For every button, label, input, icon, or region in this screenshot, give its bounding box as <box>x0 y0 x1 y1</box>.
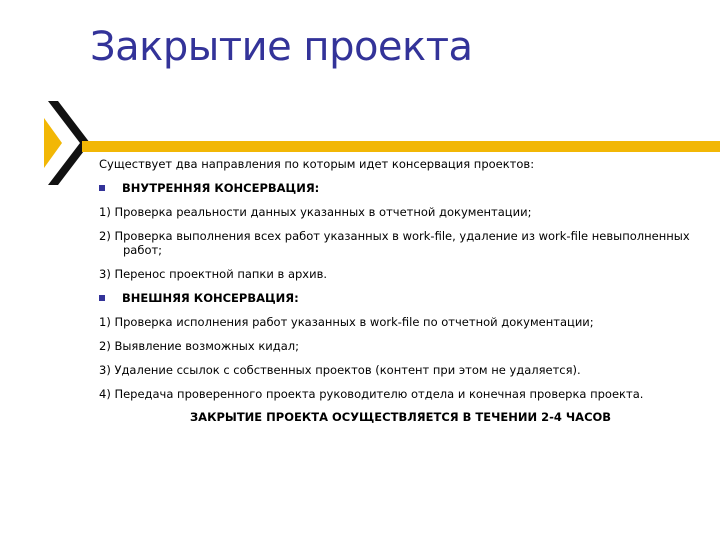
square-bullet-icon <box>99 295 105 301</box>
slide-body <box>99 156 699 401</box>
accent-rule <box>82 141 720 152</box>
list-item: 2) Выявление возможных кидал; <box>99 339 299 353</box>
section-heading-external <box>99 291 699 305</box>
list-item: 2) Проверка выполнения всех работ указанных в work-file, удаление из work-file невыполненных работ; <box>99 229 690 257</box>
section-heading-internal <box>99 181 699 195</box>
intro-text: Существует два направления по которым идет консервация проектов: <box>99 157 535 171</box>
slide-title: Закрытие проекта <box>90 24 473 70</box>
list-item: 1) Проверка исполнения работ указанных в work-file по отчетной документации; <box>99 315 594 329</box>
closing-statement: ЗАКРЫТИЕ ПРОЕКТА ОСУЩЕСТВЛЯЕТСЯ В ТЕЧЕНИИ 2-4 ЧАСОВ <box>190 410 612 424</box>
section-heading-label: ВНЕШНЯЯ КОНСЕРВАЦИЯ: <box>122 291 299 305</box>
list-item: 1) Проверка реальности данных указанных в отчетной документации; <box>99 205 532 219</box>
square-bullet-icon <box>99 185 105 191</box>
list-item: 3) Удаление ссылок с собственных проектов (контент при этом не удаляется). <box>99 363 581 377</box>
section-heading-label: ВНУТРЕННЯЯ КОНСЕРВАЦИЯ: <box>122 181 320 195</box>
list-item: 3) Перенос проектной папки в архив. <box>99 267 328 281</box>
list-item: 4) Передача проверенного проекта руководителю отдела и конечная проверка проекта. <box>99 387 644 401</box>
